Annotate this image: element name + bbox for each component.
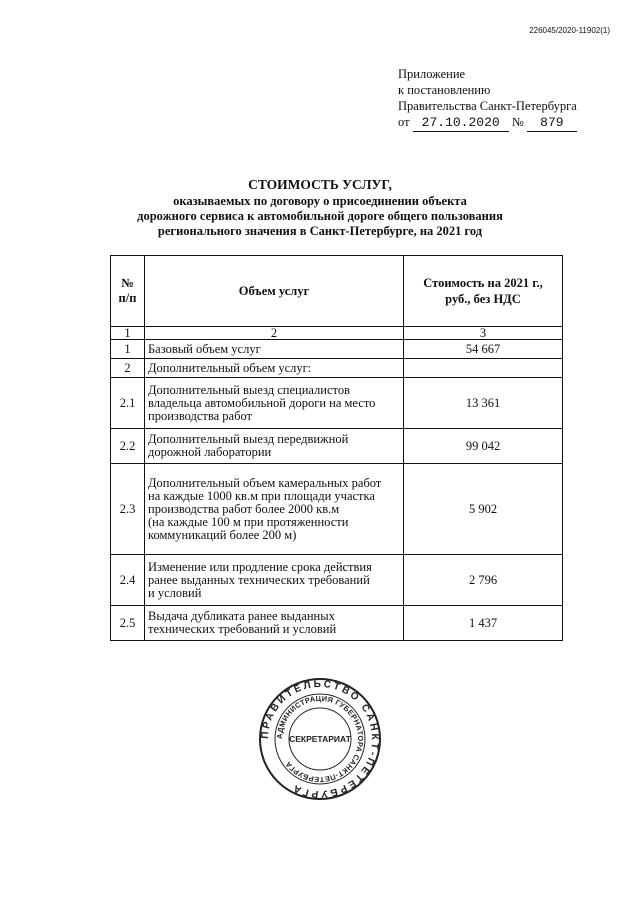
row-value: 1 437 (404, 606, 563, 641)
table-header-row (111, 256, 563, 327)
row-description-line: (на каждые 100 м при протяженности (148, 514, 349, 529)
row-description (145, 429, 404, 464)
number-prefix: № (511, 115, 524, 129)
table-row (111, 429, 563, 464)
row-number: 2.5 (111, 606, 145, 641)
row-description-line: Изменение или продление срока действия (148, 559, 372, 574)
row-description (145, 606, 404, 641)
appendix-line-3: Правительства Санкт-Петербурга (398, 99, 577, 113)
row-value: 2 796 (404, 555, 563, 606)
row-description-line: и условий (148, 585, 202, 600)
row-description-line: Дополнительный объем услуг: (148, 360, 312, 375)
row-value: 13 361 (404, 378, 563, 429)
index-cell: 2 (145, 327, 404, 340)
row-number: 2 (111, 359, 145, 378)
appendix-line-2: к постановлению (398, 83, 491, 97)
row-description-line: Выдача дубликата ранее выданных (148, 609, 335, 623)
header-service: Объем услуг (145, 256, 404, 327)
row-value: 5 902 (404, 464, 563, 555)
row-description-line: владельца автомобильной дороги на место (148, 395, 376, 410)
index-row (111, 327, 563, 340)
appendix-date-line (398, 114, 577, 132)
row-description-line: Дополнительный выезд специалистов (148, 382, 350, 397)
table-row (111, 340, 563, 359)
row-description-line: дорожной лаборатории (148, 445, 272, 459)
row-number: 2.4 (111, 555, 145, 606)
header-number (111, 256, 145, 327)
row-number: 1 (111, 340, 145, 359)
row-description-line: на каждые 1000 кв.м при площади участка (148, 488, 375, 503)
row-description (145, 378, 404, 429)
services-table (110, 255, 563, 641)
row-value: 54 667 (404, 340, 563, 359)
table-row (111, 378, 563, 429)
header-number-line2: п/п (118, 291, 137, 305)
header-cost (404, 256, 563, 327)
document-number: 226045/2020-11902(1) (529, 26, 610, 35)
header-cost-line1: Стоимость на 2021 г., (423, 276, 543, 290)
header-number-line1: № (121, 276, 134, 290)
table-row (111, 606, 563, 641)
row-value (404, 359, 563, 378)
row-description-line: технических требований и условий (148, 622, 337, 636)
decree-date: 27.10.2020 (413, 115, 509, 132)
index-cell: 1 (111, 327, 145, 340)
row-description-line: коммуникаций более 200 м) (148, 527, 297, 542)
title-sub-3: регионального значения в Санкт-Петербурге, на 2021 год (157, 224, 483, 238)
row-description (145, 359, 404, 378)
document-title (0, 176, 640, 239)
row-number: 2.3 (111, 464, 145, 555)
row-description-line: Дополнительный выезд передвижной (148, 432, 349, 446)
row-description-line: производства работ (148, 408, 253, 423)
seal-center-text: СЕКРЕТАРИАТ (289, 734, 351, 744)
row-description-line: Дополнительный объем камеральных работ (148, 475, 382, 490)
table-row (111, 464, 563, 555)
table-row (111, 555, 563, 606)
row-value: 99 042 (404, 429, 563, 464)
header-cost-line2: руб., без НДС (445, 292, 521, 306)
decree-number: 879 (527, 115, 577, 132)
seal-outer-text: ПРАВИТЕЛЬСТВО САНКТ-ПЕТЕРБУРГА (259, 678, 381, 800)
row-description (145, 555, 404, 606)
appendix-line-1: Приложение (398, 67, 466, 81)
row-description-line: ранее выданных технических требований (148, 572, 370, 587)
row-description-line: производства работ более 2000 кв.м (148, 501, 340, 516)
table-row (111, 359, 563, 378)
row-description (145, 340, 404, 359)
appendix-block (398, 66, 577, 132)
row-number: 2.2 (111, 429, 145, 464)
date-prefix: от (398, 115, 410, 129)
row-description (145, 464, 404, 555)
index-cell: 3 (404, 327, 563, 340)
title-main: СТОИМОСТЬ УСЛУГ, (248, 177, 392, 192)
row-number: 2.1 (111, 378, 145, 429)
seal-inner-text: АДМИНИСТРАЦИЯ ГУБЕРНАТОРА САНКТ-ПЕТЕРБУРГА (274, 693, 366, 785)
title-sub-2: дорожного сервиса к автомобильной дороге общего пользования (137, 209, 503, 223)
official-seal (258, 677, 382, 801)
title-sub-1: оказываемых по договору о присоединении объекта (173, 194, 467, 208)
row-description-line: Базовый объем услуг (148, 341, 261, 356)
